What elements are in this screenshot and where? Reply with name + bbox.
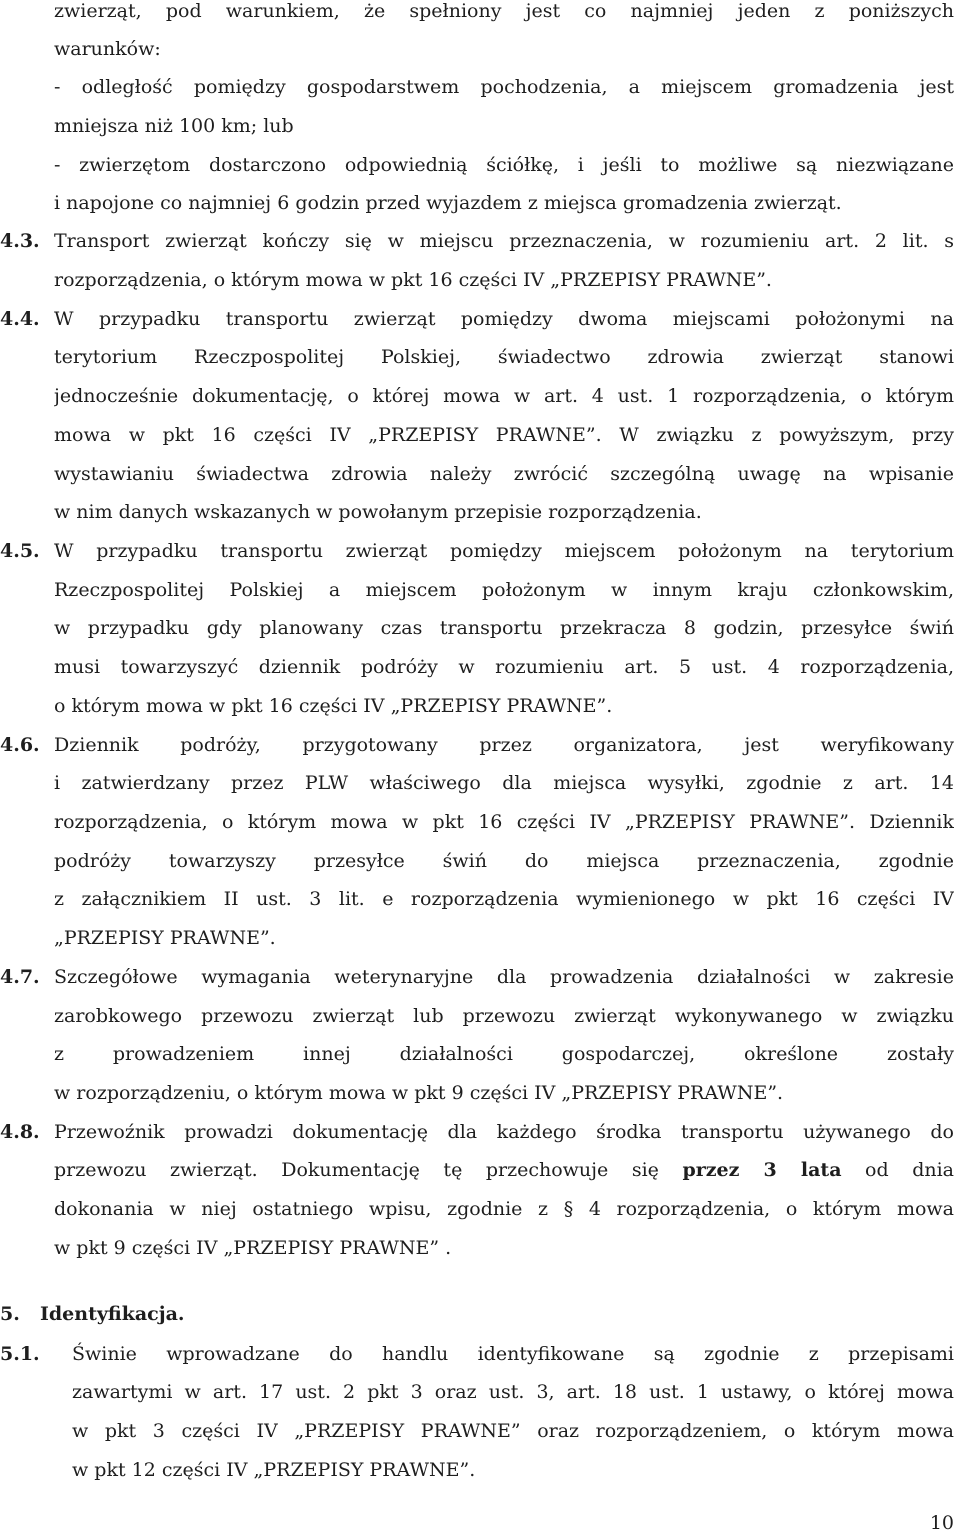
section-number: 5.1. xyxy=(0,1343,40,1365)
text-line: Przewoźnik prowadzi dokumentację dla każdego środka transportu używanego do xyxy=(54,1121,954,1143)
text-line: w przypadku gdy planowany czas transportu przekracza 8 godzin, przesyłce świń xyxy=(54,617,954,639)
text-line: W przypadku transportu zwierząt pomiędzy miejscem położonym na terytorium xyxy=(54,540,954,562)
text-line: jednocześnie dokumentację, o której mowa w art. 4 ust. 1 rozporządzenia, o którym xyxy=(54,385,954,407)
text-line: podróży towarzyszy przesyłce świń do miejsca przeznaczenia, zgodnie xyxy=(54,850,954,872)
text-line: wystawianiu świadectwa zdrowia należy zwrócić szczególną uwagę na wpisanie xyxy=(54,463,954,485)
page-number: 10 xyxy=(929,1512,954,1534)
text-line: Rzeczpospolitej Polskiej a miejscem położonym w innym kraju członkowskim, xyxy=(54,579,954,601)
emphasis-text: przez 3 lata xyxy=(682,1159,842,1181)
text-line: z załącznikiem II ust. 3 lit. e rozporządzenia wymienionego w pkt 16 części IV xyxy=(54,888,954,910)
chapter-number: 5. xyxy=(0,1303,20,1325)
text-line: - zwierzętom dostarczono odpowiednią ściółkę, i jeśli to możliwe są niezwiązane xyxy=(54,154,954,176)
section-number: 4.7. xyxy=(0,966,40,988)
chapter-title: Identyfikacja. xyxy=(40,1303,185,1325)
text-line: terytorium Rzeczpospolitej Polskiej, świadectwo zdrowia zwierząt stanowi xyxy=(54,346,954,368)
text-line: musi towarzyszyć dziennik podróży w rozumieniu art. 5 ust. 4 rozporządzenia, xyxy=(54,656,954,678)
text-line xyxy=(54,1155,954,1185)
section-number: 4.3. xyxy=(0,230,40,252)
text-line: z prowadzeniem innej działalności gospodarczej, określone zostały xyxy=(54,1043,954,1065)
text-line: w rozporządzeniu, o którym mowa w pkt 9 części IV „PRZEPISY PRAWNE”. xyxy=(54,1082,784,1104)
text-line: i napojone co najmniej 6 godzin przed wyjazdem z miejsca gromadzenia zwierząt. xyxy=(54,192,842,214)
text-line: mowa w pkt 16 części IV „PRZEPISY PRAWNE”. W związku z powyższym, przy xyxy=(54,424,954,446)
text-line: o którym mowa w pkt 16 części IV „PRZEPISY PRAWNE”. xyxy=(54,695,613,717)
text-line: w pkt 12 części IV „PRZEPISY PRAWNE”. xyxy=(72,1459,476,1481)
section-number: 4.6. xyxy=(0,734,40,756)
text-line: Transport zwierząt kończy się w miejscu przeznaczenia, w rozumieniu art. 2 lit. s xyxy=(54,230,954,252)
text-line: rozporządzenia, o którym mowa w pkt 16 części IV „PRZEPISY PRAWNE”. xyxy=(54,269,772,291)
text-line: „PRZEPISY PRAWNE”. xyxy=(54,927,276,949)
text-line: w pkt 9 części IV „PRZEPISY PRAWNE” . xyxy=(54,1237,452,1259)
section-number: 4.5. xyxy=(0,540,40,562)
text-line: W przypadku transportu zwierząt pomiędzy dwoma miejscami położonymi na xyxy=(54,308,954,330)
text-line: warunków: xyxy=(54,38,161,60)
text-line: w nim danych wskazanych w powołanym przepisie rozporządzenia. xyxy=(54,501,702,523)
text-line: zawartymi w art. 17 ust. 2 pkt 3 oraz ust. 3, art. 18 ust. 1 ustawy, o której mowa xyxy=(72,1381,954,1403)
text-line: i zatwierdzany przez PLW właściwego dla miejsca wysyłki, zgodnie z art. 14 xyxy=(54,772,954,794)
text-line: Szczegółowe wymagania weterynaryjne dla prowadzenia działalności w zakresie xyxy=(54,966,954,988)
text-line: - odległość pomiędzy gospodarstwem pochodzenia, a miejscem gromadzenia jest xyxy=(54,76,954,98)
text-line: Świnie wprowadzane do handlu identyfikowane są zgodnie z przepisami xyxy=(72,1343,954,1365)
text-line: mniejsza niż 100 km; lub xyxy=(54,115,294,137)
text-line: zarobkowego przewozu zwierząt lub przewozu zwierząt wykonywanego w związku xyxy=(54,1005,954,1027)
text-segment: przewozu zwierząt. Dokumentację tę przechowuje się xyxy=(54,1159,683,1181)
section-number: 4.4. xyxy=(0,308,40,330)
text-line: dokonania w niej ostatniego wpisu, zgodnie z § 4 rozporządzenia, o którym mowa xyxy=(54,1198,954,1220)
text-line: w pkt 3 części IV „PRZEPISY PRAWNE” oraz rozporządzeniem, o którym mowa xyxy=(72,1420,954,1442)
section-number: 4.8. xyxy=(0,1121,40,1143)
text-line: rozporządzenia, o którym mowa w pkt 16 części IV „PRZEPISY PRAWNE”. Dziennik xyxy=(54,811,954,833)
text-line: Dziennik podróży, przygotowany przez organizatora, jest weryfikowany xyxy=(54,734,954,756)
text-segment: od dnia xyxy=(841,1159,954,1181)
text-line: zwierząt, pod warunkiem, że spełniony jest co najmniej jeden z poniższych xyxy=(54,0,954,22)
